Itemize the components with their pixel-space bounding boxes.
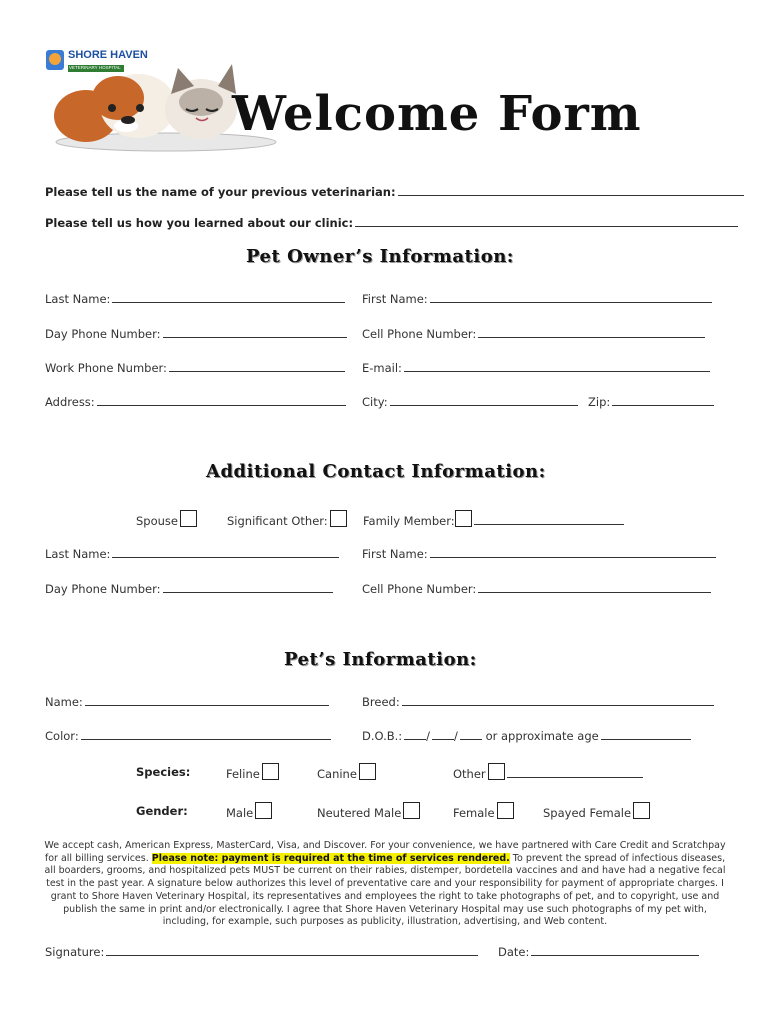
- referral-field[interactable]: [355, 215, 738, 227]
- owner-address-field[interactable]: [97, 394, 346, 406]
- contact-last-name-field[interactable]: [112, 546, 339, 558]
- other-species-field[interactable]: [507, 766, 643, 778]
- owner-zip-field[interactable]: [612, 394, 714, 406]
- owner-work-phone: Work Phone Number:: [45, 360, 345, 375]
- approx-age-field[interactable]: [601, 728, 691, 740]
- pet-color-field[interactable]: [81, 728, 331, 740]
- owner-section-heading: Pet Owner’s Information:: [246, 246, 514, 267]
- female-checkbox[interactable]: [497, 802, 514, 819]
- contact-first-name: First Name:: [362, 546, 716, 561]
- species-feline[interactable]: Feline: [226, 763, 279, 781]
- pet-color: Color:: [45, 728, 331, 743]
- contact-day-phone-field[interactable]: [163, 581, 333, 593]
- dob-month-field[interactable]: [404, 728, 426, 740]
- owner-zip: Zip:: [588, 394, 714, 409]
- previous-vet-field[interactable]: [398, 184, 744, 196]
- referral-question: Please tell us how you learned about our clinic:: [45, 215, 738, 230]
- species-canine[interactable]: Canine: [317, 763, 376, 781]
- signature-line: Signature:: [45, 944, 478, 959]
- owner-work-phone-field[interactable]: [169, 360, 345, 372]
- owner-first-name: First Name:: [362, 291, 712, 306]
- pet-breed: Breed:: [362, 694, 714, 709]
- neutered-male-checkbox[interactable]: [403, 802, 420, 819]
- contact-section-heading: Additional Contact Information:: [206, 461, 546, 482]
- contact-cell-phone: Cell Phone Number:: [362, 581, 711, 596]
- owner-cell-phone: Cell Phone Number:: [362, 326, 705, 341]
- dob-year-field[interactable]: [460, 728, 482, 740]
- gender-male[interactable]: Male: [226, 802, 272, 820]
- owner-day-phone: Day Phone Number:: [45, 326, 347, 341]
- dob-day-field[interactable]: [432, 728, 454, 740]
- gender-neutered-male[interactable]: Neutered Male: [317, 802, 420, 820]
- date-field[interactable]: [531, 944, 699, 956]
- species-label: Species:: [136, 765, 191, 779]
- other-checkbox[interactable]: [488, 763, 505, 780]
- contact-last-name: Last Name:: [45, 546, 339, 561]
- pet-section-heading: Pet’s Information:: [284, 649, 477, 670]
- species-other[interactable]: Other: [453, 763, 643, 781]
- owner-last-name: Last Name:: [45, 291, 345, 306]
- gender-spayed-female[interactable]: Spayed Female: [543, 802, 650, 820]
- logo-subtext: VETERINARY HOSPITAL: [69, 65, 121, 70]
- owner-day-phone-field[interactable]: [163, 326, 347, 338]
- family-member-option[interactable]: Family Member:: [363, 510, 624, 528]
- significant-other-option[interactable]: Significant Other:: [227, 510, 347, 528]
- owner-address: Address:: [45, 394, 346, 409]
- previous-vet-question: Please tell us the name of your previous veterinarian:: [45, 184, 744, 199]
- owner-city: City:: [362, 394, 578, 409]
- spouse-checkbox[interactable]: [180, 510, 197, 527]
- contact-cell-phone-field[interactable]: [478, 581, 711, 593]
- gender-female[interactable]: Female: [453, 802, 514, 820]
- family-member-checkbox[interactable]: [455, 510, 472, 527]
- date-line: Date:: [498, 944, 699, 959]
- canine-checkbox[interactable]: [359, 763, 376, 780]
- contact-day-phone: Day Phone Number:: [45, 581, 333, 596]
- spayed-female-checkbox[interactable]: [633, 802, 650, 819]
- significant-other-checkbox[interactable]: [330, 510, 347, 527]
- payment-notice: We accept cash, American Express, MasterCard, Visa, and Discover. For your convenience, we have partnered with Care Credit and Scratchpay for all billing services. Please note: payment is required at the time of services rendered. To prevent the spread of infectious diseases, all boarders, grooms, and hospitalized pets MUST be current on their rabies, distemper, bordetella vaccines and and have had a negative fecal test in the past year. A signature below authorizes this level of preventative care and your responsibility for payment of appropriate charges. I grant to Shore Haven Veterinary Hospital, its representatives and employees the right to take photographs of pet, and to copyright, use and publish the same in print and/or electronically. I agree that Shore Haven Veterinary Hospital may use such photographs of my pet with, including, for example, such purposes as publicity, illustration, advertising, and Web content.: [44, 840, 726, 928]
- owner-email: E-mail:: [362, 360, 710, 375]
- owner-cell-phone-field[interactable]: [478, 326, 705, 338]
- pet-dob: D.O.B.: / / or approximate age: [362, 728, 691, 743]
- form-title: Welcome Form: [232, 86, 642, 142]
- contact-first-name-field[interactable]: [430, 546, 716, 558]
- owner-email-field[interactable]: [404, 360, 710, 372]
- male-checkbox[interactable]: [255, 802, 272, 819]
- pet-name: Name:: [45, 694, 329, 709]
- gender-label: Gender:: [136, 804, 188, 818]
- signature-field[interactable]: [106, 944, 478, 956]
- pet-name-field[interactable]: [85, 694, 329, 706]
- pet-breed-field[interactable]: [402, 694, 714, 706]
- owner-last-name-field[interactable]: [112, 291, 345, 303]
- owner-first-name-field[interactable]: [430, 291, 712, 303]
- feline-checkbox[interactable]: [262, 763, 279, 780]
- family-member-field[interactable]: [474, 513, 624, 525]
- logo-text: SHORE HAVEN: [68, 49, 148, 61]
- spouse-option[interactable]: Spouse: [136, 510, 197, 528]
- payment-required-highlight: Please note: payment is required at the time of services rendered.: [151, 852, 510, 864]
- owner-city-field[interactable]: [390, 394, 578, 406]
